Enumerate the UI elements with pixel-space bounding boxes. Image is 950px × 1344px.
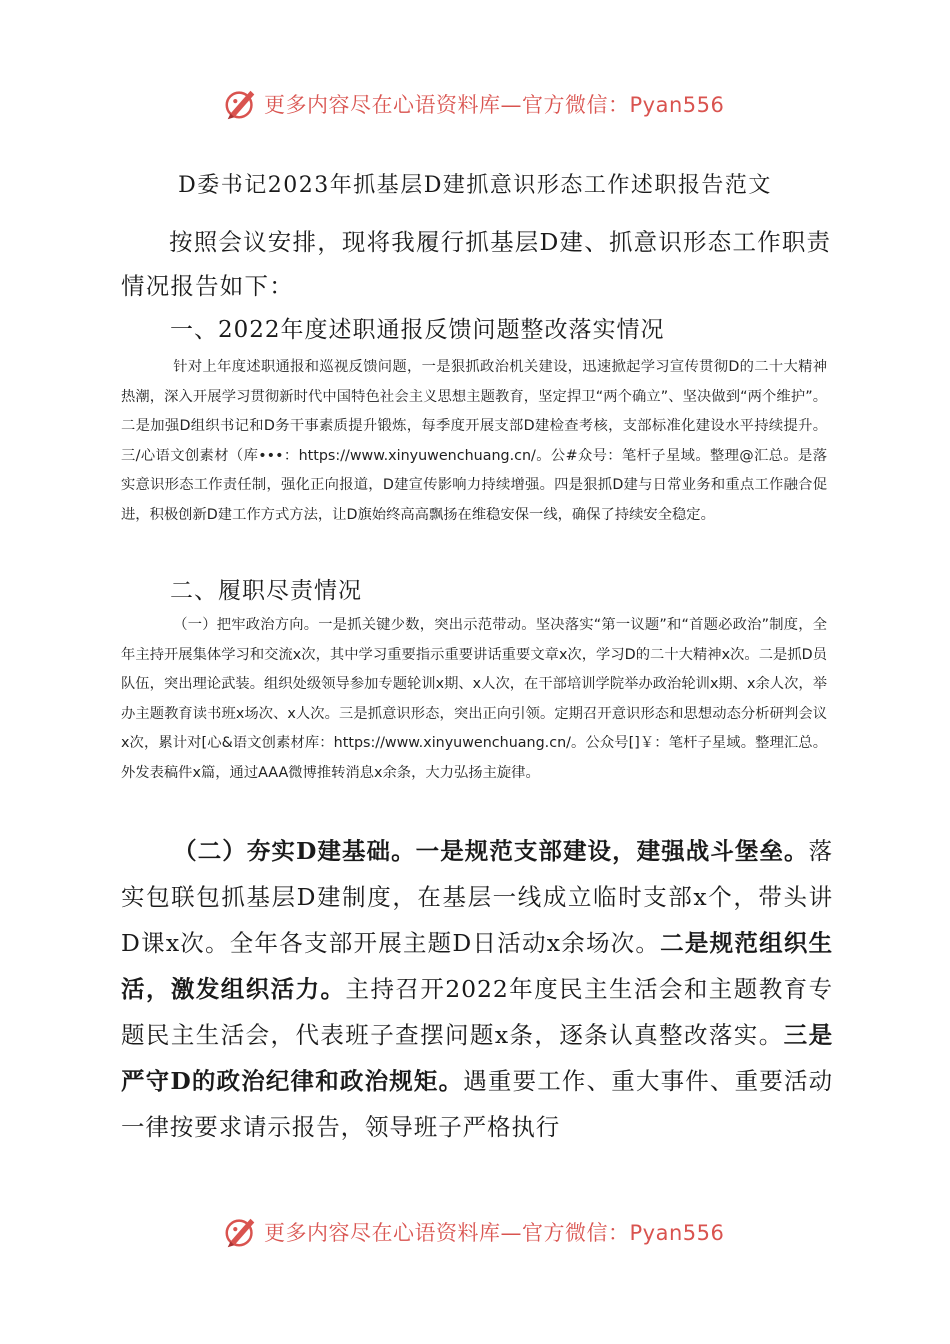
pen-logo-icon	[222, 85, 260, 123]
header-banner	[222, 82, 742, 126]
section1-body-text: 针对上年度述职通报和巡视反馈问题，一是狠抓政治机关建设，迅速掀起学习宣传贯彻D的二十大精神热潮，深入开展学习贯彻新时代中国特色社会主义思想主题教育，坚定捍卫“两个确立”、坚决做到“两个维护”。二是加强D组织书记和D务干事素质提升锻炼，每季度开展支部D建检查考核，支部标准化建设水平持续提升。三/心语文创素材（库•••：https://www.xinyuwenchuang.cn/。公#众号：笔杆子星域。整理@汇总。是落实意识形态工作责任制，强化正向报道，D建宣传影响力持续增强。四是狠抓D建与日常业务和重点工作融合促进，积极创新D建工作方式方法，让D旗始终高高飘扬在维稳安保一线，确保了持续安全稳定。	[121, 359, 827, 523]
section2-heading: 二、履职尽责情况	[170, 578, 362, 604]
pen-logo-icon	[222, 1213, 260, 1251]
sub2-bold-1: （二）夯实D建基础。一是规范支部建设，建强战斗堡垒。	[173, 837, 809, 865]
header-banner-text: 更多内容尽在心语资料库—官方微信：Pyan556	[264, 93, 725, 117]
document-title: D委书记2023年抓基层D建抓意识形态工作述职报告范文	[178, 173, 772, 198]
section2-sub1-text: （一）把牢政治方向。一是抓关键少数，突出示范带动。坚决落实“第一议题”和“首题必政治”制度，全年主持开展集体学习和交流x次，其中学习重要指示重要讲话重要文章x次，学习D的二十大精神x次。二是抓D员队伍，突出理论武装。组织处级领导参加专题轮训x期、x人次，在干部培训学院举办政治轮训x期、x余人次，举办主题教育读书班x场次、x人次。三是抓意识形态，突出正向引领。定期召开意识形态和思想动态分析研判会议x次，累计对[心&语文创素材库：https://www.xinyuwenchuang.cn/。公众号[]￥：笔杆子星域。整理汇总。外发表稿件x篇，通过AAA微博推转消息x余条，大力弘扬主旋律。	[121, 617, 827, 781]
section1-body	[121, 353, 827, 531]
sub2-text-1: 落实包联包抓基层D建制度，在基层一线成立临时支部x个，带头讲D课x次。全年各支部开展主题D日活动x余场次。	[121, 837, 833, 957]
sub2-bold-2: 二是规范组织生活，激发组织活力。	[121, 929, 833, 1003]
intro-paragraph	[121, 220, 833, 308]
intro-text: 按照会议安排，现将我履行抓基层D建、抓意识形态工作职责情况报告如下：	[121, 228, 832, 300]
section2-sub2	[121, 828, 833, 1150]
section2-sub1	[121, 611, 827, 789]
section1-heading: 一、2022年度述职通报反馈问题整改落实情况	[170, 317, 665, 343]
footer-banner	[222, 1210, 742, 1254]
footer-banner-text: 更多内容尽在心语资料库—官方微信：Pyan556	[264, 1221, 725, 1245]
sub2-bold-3: 三是严守D的政治纪律和政治规矩。	[121, 1021, 833, 1095]
sub2-text-2: 主持召开2022年度民主生活会和主题教育专题民主生活会，代表班子查摆问题x条，逐条认真整改落实。	[121, 975, 833, 1049]
sub2-text-3: 遇重要工作、重大事件、重要活动一律按要求请示报告，领导班子严格执行	[121, 1067, 834, 1141]
